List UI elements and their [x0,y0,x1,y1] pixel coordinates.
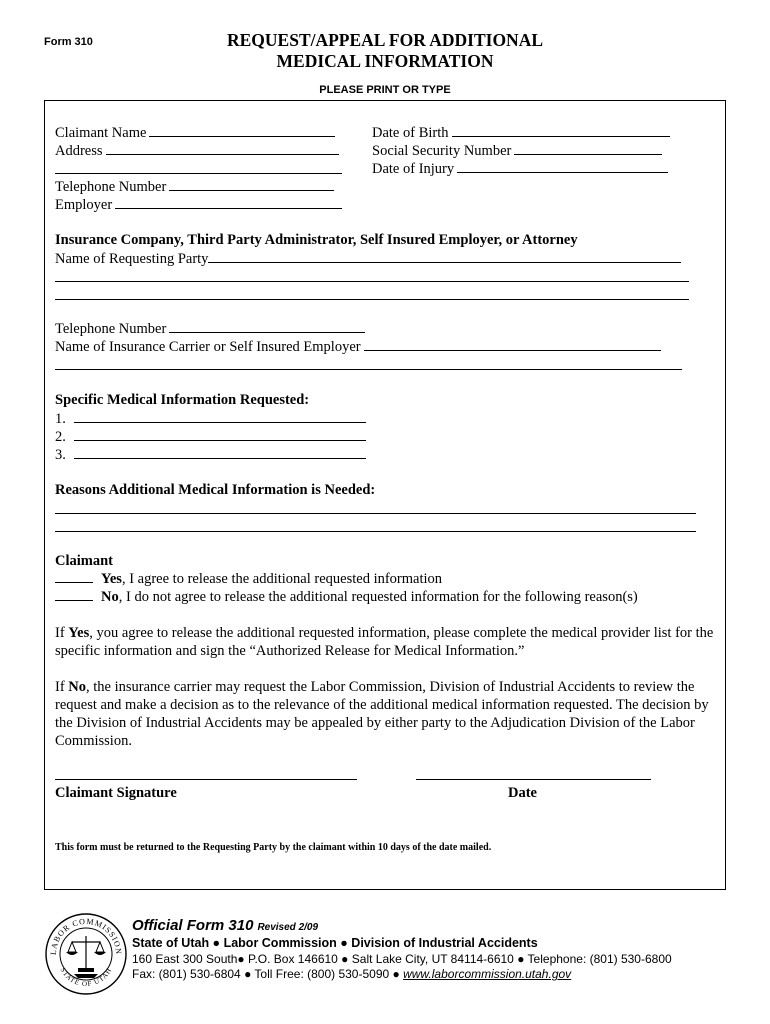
requesting-party-line-3[interactable] [55,299,689,300]
address-line-2[interactable] [55,173,342,174]
employer-line[interactable] [115,195,342,209]
if-no-word: No [68,679,87,695]
date-label: Date [508,785,537,801]
reasons-line-1[interactable] [55,513,696,514]
doi-line[interactable] [457,159,668,173]
ssn-field[interactable] [372,141,662,160]
footer-contact [132,967,571,981]
specific-item-3[interactable] [55,445,366,464]
print-instruction: PLEASE PRINT OR TYPE [319,84,451,96]
form-number: Form 310 [44,36,93,48]
no-option[interactable] [55,588,638,606]
requesting-party-name-field[interactable] [55,249,681,268]
employer-label: Employer [55,197,113,213]
requesting-telephone-field[interactable] [55,319,365,338]
reasons-line-2[interactable] [55,531,696,532]
carrier-field[interactable] [55,337,661,356]
signature-line[interactable] [55,779,357,780]
address-line[interactable] [106,141,339,155]
dob-line[interactable] [452,123,670,137]
claimant-name-field[interactable] [55,123,335,142]
if-yes-prefix: If [55,625,69,641]
yes-option[interactable] [55,570,442,588]
requesting-telephone-label: Telephone Number [55,321,167,337]
if-yes-paragraph [55,624,720,660]
title-line-1: REQUEST/APPEAL FOR ADDITIONAL [226,30,544,50]
address-label: Address [55,143,103,159]
footer-official: Official Form 310 [132,917,254,934]
claimant-telephone-field[interactable] [55,177,334,196]
carrier-line[interactable] [364,337,661,351]
no-word: No [101,589,119,605]
title-line-2: MEDICAL INFORMATION [276,51,494,71]
carrier-line-2[interactable] [55,369,682,370]
yes-text: , I agree to release the additional requested information [121,571,443,587]
seal-bottom-text: STATE OF UTAH [58,966,114,989]
claimant-telephone-line[interactable] [169,177,334,191]
requesting-party-name-line[interactable] [208,249,681,263]
footer-agency: State of Utah ● Labor Commission ● Division of Industrial Accidents [132,936,538,950]
ssn-label: Social Security Number [372,143,512,159]
specific-item-1-number: 1. [55,411,66,427]
labor-commission-seal [44,912,128,996]
doi-field[interactable] [372,159,668,178]
employer-field[interactable] [55,195,342,214]
date-line[interactable] [416,779,651,780]
yes-blank[interactable] [55,570,93,583]
specific-item-2[interactable] [55,427,366,446]
signature-label: Claimant Signature [55,785,177,801]
dob-label: Date of Birth [372,125,449,141]
specific-info-heading: Specific Medical Information Requested: [55,392,310,408]
if-no-paragraph [55,678,720,750]
specific-item-3-number: 3. [55,447,66,463]
no-text: , I do not agree to release the additional requested information for the following reason(s) [118,589,638,605]
requesting-party-heading: Insurance Company, Third Party Administrator, Self Insured Employer, or Attorney [55,232,578,248]
carrier-label: Name of Insurance Carrier or Self Insured Employer [55,339,361,355]
requesting-party-name-label: Name of Requesting Party [55,251,209,267]
claimant-telephone-label: Telephone Number [55,179,167,195]
claimant-name-label: Claimant Name [55,125,147,141]
claimant-heading: Claimant [55,553,113,569]
if-no-prefix: If [55,679,69,695]
specific-item-2-line[interactable] [74,427,366,441]
ssn-line[interactable] [514,141,662,155]
specific-item-2-number: 2. [55,429,66,445]
claimant-name-line[interactable] [149,123,335,137]
doi-label: Date of Injury [372,161,455,177]
seal-top-text: LABOR COMMISSION [48,916,124,956]
footer-official-line [132,917,318,935]
reasons-heading: Reasons Additional Medical Information is Needed: [55,482,376,498]
requesting-telephone-line[interactable] [169,319,365,333]
if-no-text: , the insurance carrier may request the Labor Commission, Division of Industrial Accidents to review the request and make a decision as to the relevance of the additional medical information requested. The decision by the Division of Industrial Accidents may be appealed by either party to the Adjudication Division of the Labor Commission. [55,679,709,749]
yes-word: Yes [101,571,122,587]
no-blank[interactable] [55,588,93,601]
specific-item-1[interactable] [55,409,366,428]
seal-graphic [44,912,128,996]
footer-address: 160 East 300 South● P.O. Box 146610 ● Salt Lake City, UT 84114-6610 ● Telephone: (801) 530-6800 [132,952,672,966]
if-yes-text: , you agree to release the additional requested information, please complete the medical provider list for the specific information and sign the “Authorized Release for Medical Information.” [55,625,714,659]
specific-item-1-line[interactable] [74,409,366,423]
specific-item-3-line[interactable] [74,445,366,459]
if-yes-word: Yes [68,625,90,641]
footer-fax: Fax: (801) 530-6804 ● Toll Free: (800) 530-5090 ● [132,967,404,981]
requesting-party-line-2[interactable] [55,281,689,282]
form-title [160,30,610,72]
dob-field[interactable] [372,123,670,142]
address-field[interactable] [55,141,339,160]
return-note: This form must be returned to the Requesting Party by the claimant within 10 days of the date mailed. [55,842,492,853]
footer-website-link[interactable]: www.laborcommission.utah.gov [403,967,572,981]
footer-revised: Revised 2/09 [257,922,319,933]
